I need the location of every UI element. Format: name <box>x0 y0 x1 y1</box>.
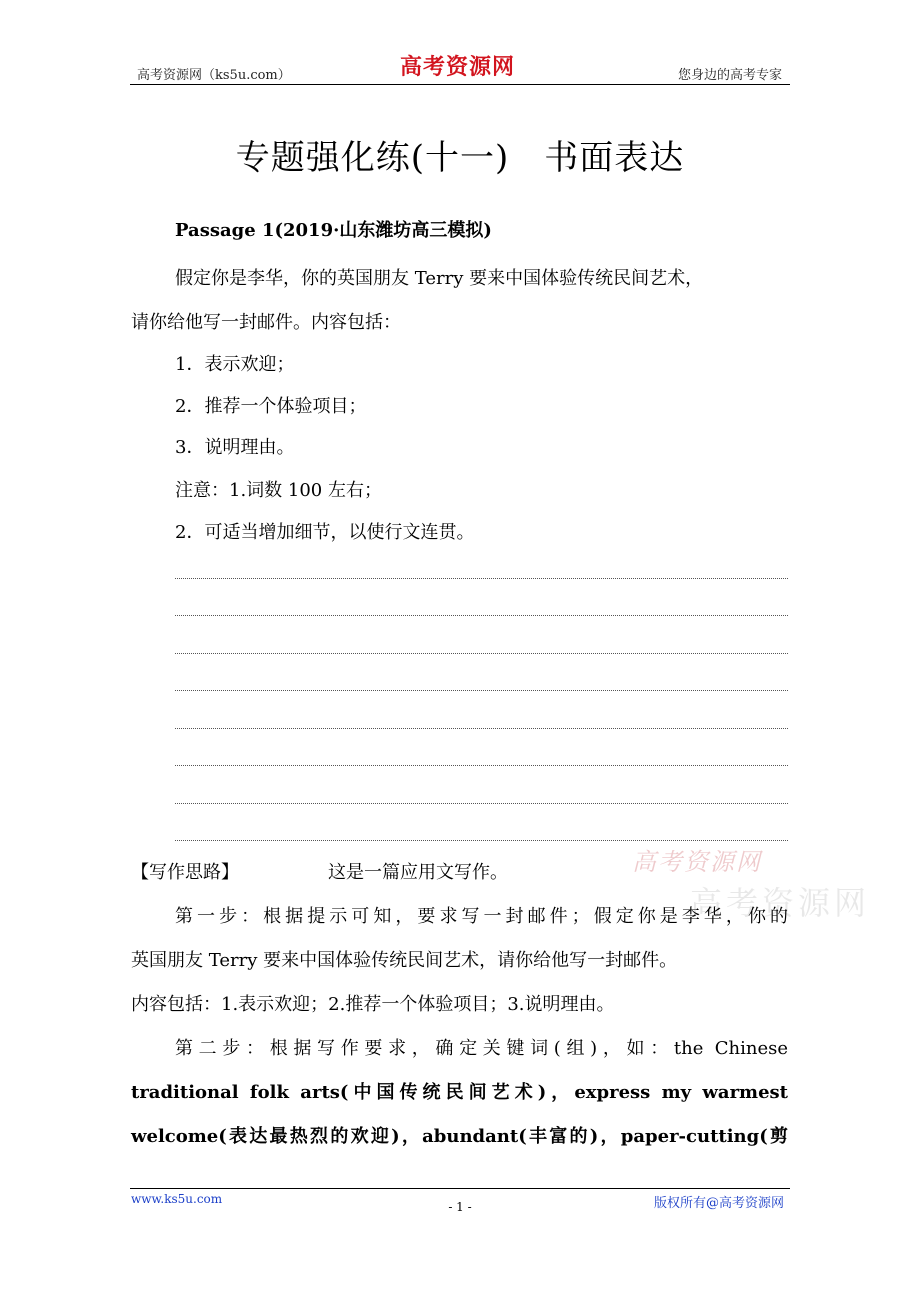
step2-text-2: traditional folk arts(中国传统民间艺术)，express my warmest <box>131 1082 788 1103</box>
prompt-item-2: 2．推荐一个体验项目； <box>175 396 367 417</box>
header-slogan: 您身边的高考专家 <box>677 68 782 83</box>
prompt-item-1: 1．表示欢迎； <box>175 354 295 375</box>
prompt-note-1: 注意：1.词数 100 左右； <box>175 480 382 501</box>
step1-line-1 <box>175 902 788 928</box>
page-title: 专题强化练(十一) 书面表达 <box>235 138 685 178</box>
prompt-line-1: 假定你是李华，你的英国朋友 Terry 要来中国体验传统民间艺术， <box>175 268 704 289</box>
step2-line-3 <box>131 1122 788 1148</box>
prompt-item-3: 3．说明理由。 <box>175 437 295 458</box>
answer-line <box>175 578 788 579</box>
footer-website-link[interactable]: www.ks5u.com <box>131 1192 223 1206</box>
step2-line-2 <box>131 1078 788 1104</box>
answer-line <box>175 653 788 654</box>
step2-text-1: 第二步：根据写作要求，确定关键词(组)，如：the Chinese <box>175 1038 788 1059</box>
prompt-note-2: 2．可适当增加细节，以使行文连贯。 <box>175 522 475 543</box>
watermark-text: 高考资源网 <box>690 884 871 922</box>
step1-line-3: 内容包括：1.表示欢迎；2.推荐一个体验项目；3.说明理由。 <box>131 994 615 1015</box>
analysis-intro: 这是一篇应用文写作。 <box>328 862 508 883</box>
answer-line <box>175 803 788 804</box>
passage-heading: Passage 1(2019·山东潍坊高三模拟) <box>175 220 492 241</box>
answer-line <box>175 840 788 841</box>
header-divider <box>130 84 790 85</box>
step1-line-2: 英国朋友 Terry 要来中国体验传统民间艺术，请你给他写一封邮件。 <box>131 950 678 971</box>
prompt-line-2: 请你给他写一封邮件。内容包括： <box>131 312 401 333</box>
analysis-label: 【写作思路】 <box>131 862 239 883</box>
header-logo: 高考资源网 <box>400 54 516 80</box>
watermark-logo: 高考资源网 <box>632 848 762 876</box>
footer-copyright: 版权所有@高考资源网 <box>653 1196 784 1211</box>
answer-line <box>175 765 788 766</box>
step2-line-1 <box>175 1034 788 1060</box>
step1-text-1: 第一步：根据提示可知，要求写一封邮件；假定你是李华，你的 <box>175 906 788 927</box>
answer-line <box>175 690 788 691</box>
step2-text-3: welcome(表达最热烈的欢迎)，abundant(丰富的)，paper-cutting(剪 <box>131 1126 788 1147</box>
page-number: - 1 - <box>448 1200 472 1214</box>
header-site-name: 高考资源网（ks5u.com） <box>137 68 291 83</box>
answer-line <box>175 615 788 616</box>
footer-divider <box>130 1188 790 1189</box>
answer-line <box>175 728 788 729</box>
